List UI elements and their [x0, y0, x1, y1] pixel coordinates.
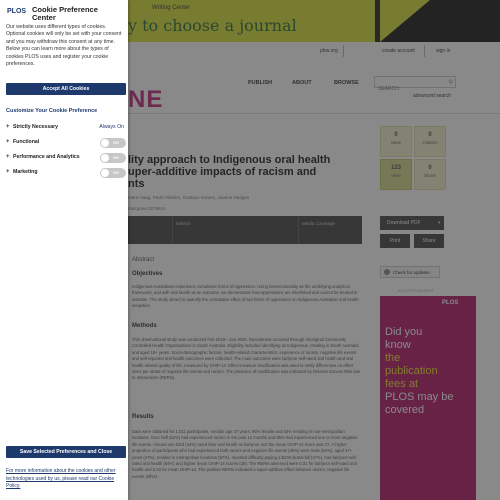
category-label: Marketing: [13, 169, 38, 175]
cookie-preference-panel: [0, 0, 128, 500]
toggle-state: Off: [113, 170, 119, 175]
functional-toggle[interactable]: [100, 138, 126, 148]
save-preferences-button[interactable]: Save Selected Preferences and Close: [6, 446, 126, 458]
expand-icon: +: [6, 169, 10, 175]
toggle-knob: [101, 169, 109, 177]
category-label: Strictly Necessary: [13, 124, 58, 130]
marketing-toggle[interactable]: [100, 168, 126, 178]
cookie-category-strictly-necessary[interactable]: [6, 123, 126, 135]
always-on-status: Always On: [99, 124, 124, 130]
cookie-category-marketing[interactable]: [6, 168, 126, 180]
performance-toggle[interactable]: [100, 153, 126, 163]
accept-all-cookies-button[interactable]: Accept All Cookies: [6, 83, 126, 95]
expand-icon: +: [6, 139, 10, 145]
cookie-policy-link[interactable]: For more information about the cookies and other technologies used by us, please read our Cookie Policy.: [6, 468, 116, 490]
toggle-state: Off: [113, 140, 119, 145]
cookie-category-functional[interactable]: [6, 138, 126, 150]
cookie-panel-description: Our website uses different types of cookies. Optional cookies will only be set with your consent and you may withdraw this consent at any time. Below you can learn more about the types of cookies PLOS uses and register your cookie preferences.: [6, 24, 122, 68]
customize-heading: Customize Your Cookie Preference: [6, 108, 98, 114]
category-label: Performance and Analytics: [13, 154, 80, 160]
toggle-state: Off: [113, 155, 119, 160]
cookie-category-performance[interactable]: [6, 153, 126, 165]
expand-icon: +: [6, 154, 10, 160]
category-label: Functional: [13, 139, 40, 145]
cookie-panel-title: Cookie Preference Center: [32, 5, 98, 22]
toggle-knob: [101, 154, 109, 162]
expand-icon: +: [6, 124, 10, 130]
plos-logo: [7, 8, 26, 15]
toggle-knob: [101, 139, 109, 147]
plos-logo-text: PLOS: [7, 8, 27, 15]
